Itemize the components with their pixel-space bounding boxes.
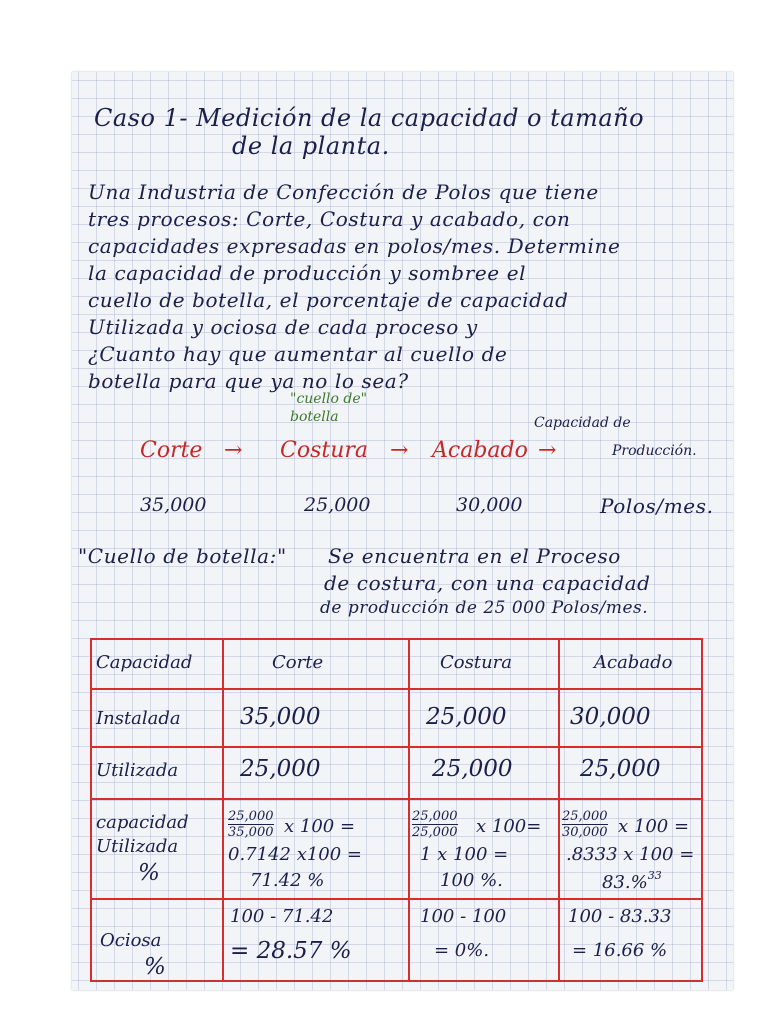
result-acabado-wrap xyxy=(602,869,662,893)
idle-calc-acabado: 100 - 83.33 xyxy=(568,906,672,927)
table-divider xyxy=(408,638,410,982)
idle-result-acabado: = 16.66 % xyxy=(572,940,668,961)
fraction-denominator: 25,000 xyxy=(412,825,458,840)
problem-line-6: Utilizada y ociosa de cada proceso y xyxy=(88,315,478,339)
step-corte: 0.7142 x100 = xyxy=(228,844,363,865)
capacity-label: Capacidad de xyxy=(534,415,631,431)
value-costura: 25,000 xyxy=(304,494,371,516)
header-costura: Costura xyxy=(440,652,513,673)
bottleneck-label: "Cuello de botella:" xyxy=(78,544,287,568)
problem-line-8: botella para que ya no lo sea? xyxy=(88,369,409,393)
fraction-costura xyxy=(412,810,458,839)
value-corte: 35,000 xyxy=(140,494,207,516)
problem-line-1: Una Industria de Confección de Polos que tiene xyxy=(88,180,599,204)
arrow-icon: → xyxy=(224,438,243,463)
idle-result-costura: = 0%. xyxy=(434,940,490,961)
value-acabado: 30,000 xyxy=(456,494,523,516)
fraction-numerator: 25,000 xyxy=(412,809,458,824)
table-border xyxy=(90,638,703,640)
step-acabado: .8333 x 100 = xyxy=(566,844,695,865)
problem-line-5: cuello de botella, el porcentaje de capacidad xyxy=(88,288,569,312)
row-label-idle-1: Ociosa xyxy=(100,930,162,951)
capacity-table xyxy=(90,638,703,982)
installed-costura: 25,000 xyxy=(426,704,507,730)
bottleneck-line-1: Se encuentra en el Proceso xyxy=(328,544,621,568)
header-acabado: Acabado xyxy=(594,652,673,673)
fraction-corte xyxy=(228,810,274,839)
fraction-numerator: 25,000 xyxy=(562,809,608,824)
mult-costura: x 100= xyxy=(476,816,542,837)
row-label-pct-2: Utilizada xyxy=(96,836,179,857)
table-divider xyxy=(90,798,703,800)
flow-acabado: Acabado xyxy=(432,438,528,463)
row-label-used: Utilizada xyxy=(96,760,179,781)
row-label-pct-1: capacidad xyxy=(96,812,189,833)
result-acabado-superscript: 33 xyxy=(647,869,662,882)
header-corte: Corte xyxy=(272,652,324,673)
table-divider xyxy=(558,638,560,982)
result-costura: 100 %. xyxy=(440,870,503,891)
row-label-pct-3: % xyxy=(138,860,160,886)
value-units: Polos/mes. xyxy=(600,494,714,518)
fraction-denominator: 30,000 xyxy=(562,825,608,840)
result-corte: 71.42 % xyxy=(250,870,325,891)
arrow-icon: → xyxy=(538,438,557,463)
bottleneck-note-2: botella xyxy=(290,409,339,425)
row-label-idle-2: % xyxy=(144,954,166,980)
table-divider xyxy=(222,638,224,982)
mult-acabado: x 100 = xyxy=(618,816,690,837)
flow-corte: Corte xyxy=(140,438,203,463)
title-line-1: Caso 1- Medición de la capacidad o tamaño xyxy=(94,104,645,132)
fraction-numerator: 25,000 xyxy=(228,809,274,824)
row-label-installed: Instalada xyxy=(96,708,181,729)
idle-calc-costura: 100 - 100 xyxy=(420,906,507,927)
table-border xyxy=(90,638,92,982)
bottleneck-line-3: de producción de 25 000 Polos/mes. xyxy=(320,598,649,618)
flow-costura: Costura xyxy=(280,438,369,463)
used-acabado: 25,000 xyxy=(580,756,661,782)
result-acabado: 83.% xyxy=(602,872,648,893)
installed-acabado: 30,000 xyxy=(570,704,651,730)
fraction-denominator: 35,000 xyxy=(228,825,274,840)
problem-line-2: tres procesos: Corte, Costura y acabado, con xyxy=(88,207,571,231)
notebook-page xyxy=(72,72,733,990)
table-divider xyxy=(90,688,703,690)
problem-line-7: ¿Cuanto hay que aumentar al cuello de xyxy=(88,342,508,366)
fraction-acabado xyxy=(562,810,608,839)
idle-result-corte: = 28.57 % xyxy=(230,938,352,964)
step-costura: 1 x 100 = xyxy=(420,844,509,865)
bottleneck-line-2: de costura, con una capacidad xyxy=(324,571,651,595)
installed-corte: 35,000 xyxy=(240,704,321,730)
table-border xyxy=(90,980,703,982)
problem-line-3: capacidades expresadas en polos/mes. Determine xyxy=(88,234,621,258)
title-line-2: de la planta. xyxy=(232,132,390,160)
mult-corte: x 100 = xyxy=(284,816,356,837)
bottleneck-note-1: "cuello de" xyxy=(290,391,368,407)
production-label: Producción. xyxy=(612,443,697,459)
table-border xyxy=(701,638,703,982)
problem-line-4: la capacidad de producción y sombree el xyxy=(88,261,527,285)
arrow-icon: → xyxy=(390,438,409,463)
used-costura: 25,000 xyxy=(432,756,513,782)
table-divider xyxy=(90,746,703,748)
header-capacidad: Capacidad xyxy=(96,652,193,673)
used-corte: 25,000 xyxy=(240,756,321,782)
idle-calc-corte: 100 - 71.42 xyxy=(230,906,334,927)
table-divider xyxy=(90,898,703,900)
